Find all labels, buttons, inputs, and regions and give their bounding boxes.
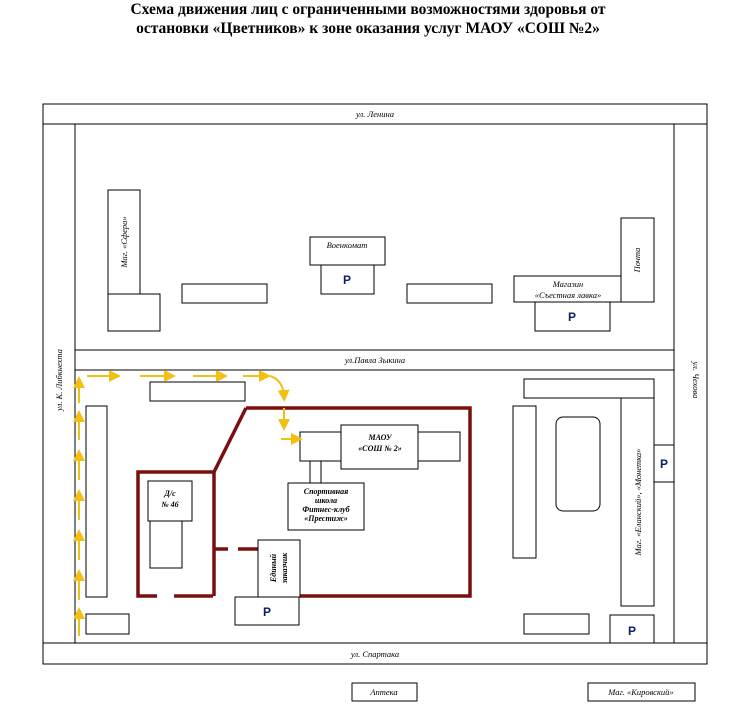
building-apteka-label: Аптека: [370, 687, 398, 697]
building-left-strip: [86, 406, 107, 597]
street-lenina-label: ул. Ленина: [356, 109, 394, 119]
building-kirovskiy-label: Маг. «Кировский»: [608, 687, 674, 697]
building-right-top: [524, 379, 654, 398]
title-line-2: остановки «Цветников» к зоне оказания услуг МАОУ «СОШ №2»: [136, 20, 600, 37]
building-kindergarten-label-2: № 46: [161, 500, 179, 509]
building-moneta-label: Маг. «Еланский», «Монетка»: [633, 448, 643, 556]
building-sport-label-4: «Престиж»: [304, 514, 348, 523]
building-kindergarten-annex: [150, 521, 182, 568]
building-voenkomat-label: Военкомат: [326, 240, 368, 250]
street-pavla-zykina-label: ул.Павла Зыкина: [344, 355, 406, 365]
building-edinyi-label-2: заказчик: [280, 552, 289, 584]
street-chekhova: [674, 124, 707, 643]
building-kindergarten-label-1: Д/с: [164, 489, 176, 498]
parking-voenkomat-label: P: [342, 273, 352, 287]
street-spartaka-label: ул. Спартака: [350, 649, 400, 659]
building-school-label-2: «СОШ № 2»: [358, 444, 402, 453]
building-right-strip: [513, 406, 536, 558]
title-line-1: Схема движения лиц с ограниченными возможностями здоровья от: [130, 1, 606, 18]
building-sfera-annex: [108, 294, 160, 331]
street-chekhova-label: ул. Чехова: [691, 361, 701, 399]
building-right-small: [524, 614, 589, 634]
building-edinyi-zakazchik: [258, 540, 300, 597]
parking-edinyi-label: P: [262, 605, 272, 619]
parking-right-label: P: [627, 624, 637, 638]
building-sport-label-2: школа: [314, 496, 338, 505]
building-lower-top: [150, 382, 245, 401]
building-sport-label-3: Фитнес-клуб: [302, 505, 350, 514]
building-pochta-label: Почта: [632, 247, 642, 273]
parking-moneta-label: P: [659, 457, 669, 471]
building-magazin-label-2: «Съестная лавка»: [534, 290, 602, 300]
building-magazin-label-1: Магазин: [552, 279, 584, 289]
building-sfera-label: Маг. «Сфера»: [119, 216, 129, 268]
school-connector: [310, 461, 321, 483]
building-edinyi-label-1: Единый: [269, 553, 278, 583]
parking-magazin-label: P: [567, 310, 577, 324]
building-right-rounded: [556, 417, 600, 511]
building-left-small: [86, 614, 129, 634]
building-upper-1: [182, 284, 267, 303]
street-libknekhta-label: ул. К. Либкнехта: [54, 349, 64, 411]
building-sport-label-1: Спортивная: [303, 487, 349, 496]
building-upper-2: [407, 284, 492, 303]
building-school-label-1: МАОУ: [368, 433, 392, 442]
